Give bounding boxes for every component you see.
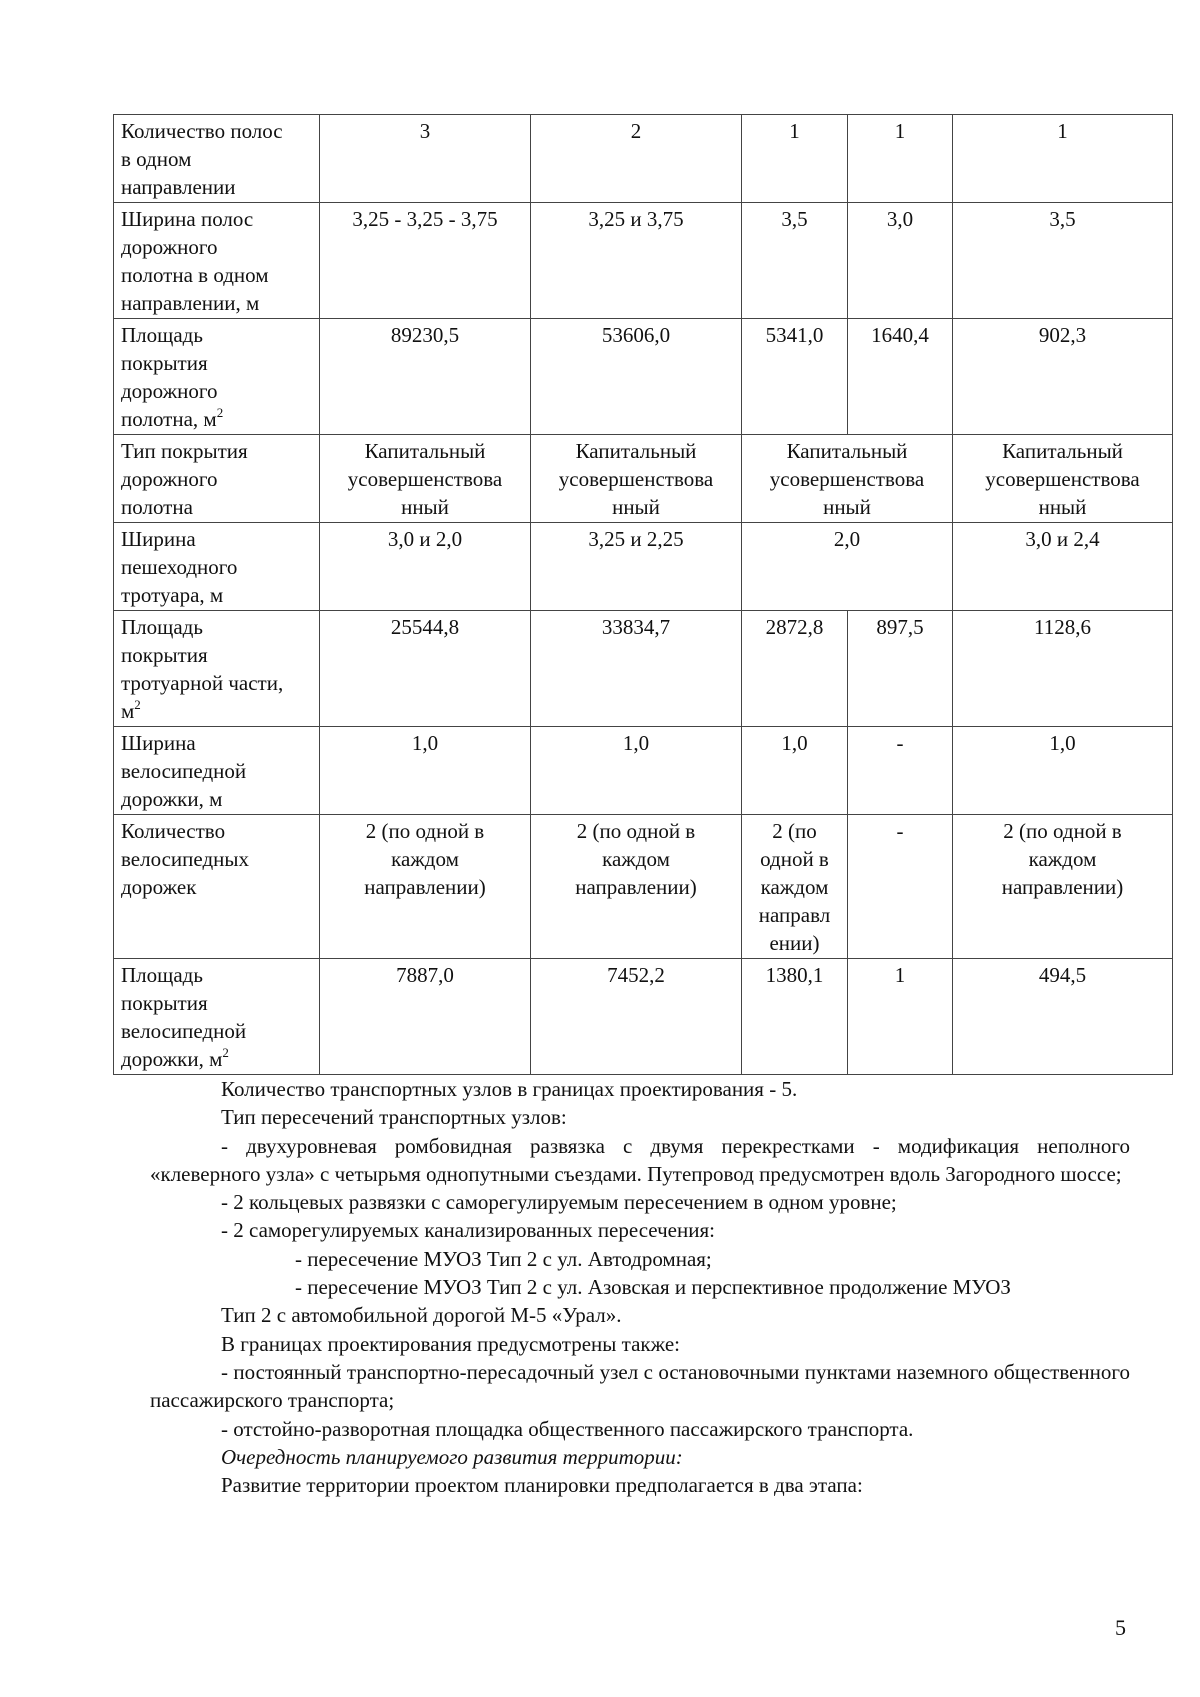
table-cell	[531, 203, 742, 319]
table-cell	[953, 815, 1173, 959]
cell-line: ении)	[769, 931, 820, 955]
table-cell	[742, 523, 953, 611]
cell-line: Капитальный	[786, 439, 908, 463]
table-cell	[320, 959, 531, 1075]
cell-line: направлении, м	[121, 291, 260, 315]
cell-line: 5341,0	[765, 323, 824, 347]
cell-line: усовершенствова	[347, 467, 503, 491]
cell-line: дорожного	[121, 467, 218, 491]
cell-line: дорожки, м	[121, 787, 223, 811]
table-cell	[320, 203, 531, 319]
cell-line: полотна в одном	[121, 263, 269, 287]
cell-line: 53606,0	[601, 323, 671, 347]
cell-line: Площадь	[121, 615, 203, 639]
table-cell	[953, 523, 1173, 611]
cell-line: Капитальный	[1002, 439, 1123, 463]
paragraph: - двухуровневая ромбовидная развязка с двумя перекрестками - модификация неполного «клеверного узла» с четырьмя однопутными съездами. Путепровод предусмотрен вдоль Загородного шоссе;	[150, 1133, 1130, 1186]
row-label	[114, 815, 320, 959]
table-cell	[742, 203, 848, 319]
cell-line: 2 (по одной в	[365, 819, 485, 843]
table-row	[114, 435, 1173, 523]
row-label	[114, 727, 320, 815]
cell-line: нный	[612, 495, 660, 519]
table-row	[114, 611, 1173, 727]
row-label	[114, 435, 320, 523]
cell-line: 1128,6	[1034, 615, 1091, 639]
paragraph: - постоянный транспортно-пересадочный узел с остановочными пунктами наземного общественного пассажирского транспорта;	[150, 1359, 1130, 1413]
cell-line: 3,25 и 3,75	[588, 207, 684, 231]
paragraph: Тип 2 с автомобильной дорогой М-5 «Урал».	[221, 1303, 622, 1328]
table-row	[114, 815, 1173, 959]
row-label	[114, 203, 320, 319]
cell-line: каждом	[391, 847, 459, 871]
superscript: 2	[216, 405, 224, 420]
paragraph: - 2 саморегулируемых канализированных пересечения:	[221, 1218, 715, 1243]
table-cell	[320, 611, 531, 727]
cell-line: 3,5	[781, 207, 808, 231]
cell-line: Капитальный	[364, 439, 486, 463]
table-cell	[320, 319, 531, 435]
cell-line: Площадь	[121, 323, 203, 347]
cell-line: каждом	[602, 847, 670, 871]
cell-line: 1	[894, 963, 906, 987]
table-cell	[531, 435, 742, 523]
table-cell	[531, 815, 742, 959]
table-cell	[742, 959, 848, 1075]
cell-line: 1,0	[411, 731, 439, 755]
cell-line: 1	[789, 119, 800, 143]
row-label	[114, 959, 320, 1075]
table-cell	[742, 815, 848, 959]
cell-line: дорожного	[121, 235, 218, 259]
superscript: 2	[222, 1045, 229, 1060]
cell-line: дорожек	[121, 875, 197, 899]
table-cell	[320, 115, 531, 203]
cell-line: Количество полос	[121, 119, 283, 143]
cell-line: нный	[1038, 495, 1087, 519]
cell-line: в одном	[121, 147, 192, 171]
cell-line: 1,0	[781, 731, 808, 755]
cell-line: 897,5	[876, 615, 924, 639]
table-cell	[531, 727, 742, 815]
cell-line: 2,0	[833, 527, 861, 551]
cell-line: 3,0	[886, 207, 914, 231]
cell-line: Тип покрытия	[121, 439, 248, 463]
table-cell	[953, 611, 1173, 727]
table-cell	[742, 319, 848, 435]
cell-line: Площадь	[121, 963, 203, 987]
cell-line: полотна, м	[121, 407, 217, 431]
table-cell	[742, 727, 848, 815]
cell-line: направлении)	[575, 875, 697, 899]
cell-line: тротуара, м	[121, 583, 224, 607]
table-cell	[848, 203, 953, 319]
table-row	[114, 319, 1173, 435]
cell-line: 3,25 и 2,25	[588, 527, 684, 551]
paragraph: - отстойно-разворотная площадка общественного пассажирского транспорта.	[221, 1416, 914, 1441]
cell-line: 2 (по одной в	[576, 819, 696, 843]
paragraph: Количество транспортных узлов в границах проектирования - 5.	[221, 1077, 798, 1101]
cell-line: Ширина	[121, 527, 196, 551]
cell-line: Количество	[121, 819, 226, 843]
table-cell	[953, 319, 1173, 435]
table-cell	[531, 959, 742, 1075]
table-cell	[320, 727, 531, 815]
cell-line: велосипедных	[121, 847, 249, 871]
section-heading: Очередность планируемого развития территории:	[221, 1444, 683, 1469]
cell-line: нный	[823, 495, 871, 519]
cell-line: одной в	[760, 847, 829, 871]
cell-line: 1,0	[622, 731, 650, 755]
cell-line: 3,25 - 3,25 - 3,75	[352, 207, 498, 231]
page-number: 5	[1115, 1615, 1126, 1640]
cell-line: усовершенствова	[985, 467, 1140, 491]
cell-line: Ширина полос	[121, 207, 254, 231]
row-label	[114, 319, 320, 435]
table-cell	[953, 115, 1173, 203]
cell-line: 33834,7	[601, 615, 671, 639]
table-cell	[531, 523, 742, 611]
cell-line: усовершенствова	[558, 467, 714, 491]
cell-line: каждом	[1028, 847, 1097, 871]
cell-line: дорожного	[121, 379, 218, 403]
table-cell	[848, 959, 953, 1075]
cell-line: 1	[894, 119, 906, 143]
paragraph: Развитие территории проектом планировки предполагается в два этапа:	[221, 1473, 863, 1498]
cell-line: 3,0 и 2,4	[1025, 527, 1100, 551]
table-row	[114, 203, 1173, 319]
table-cell	[953, 959, 1173, 1075]
table-cell	[531, 611, 742, 727]
body-text	[150, 1075, 1130, 1499]
table-cell	[320, 435, 531, 523]
cell-line: 2 (по	[772, 819, 817, 843]
cell-line: 1,0	[1049, 731, 1076, 755]
table-cell	[848, 727, 953, 815]
table-cell	[953, 203, 1173, 319]
table-row	[114, 727, 1173, 815]
paragraph: Тип пересечений транспортных узлов:	[221, 1105, 567, 1130]
cell-line: 2872,8	[765, 615, 824, 639]
cell-line: каждом	[760, 875, 829, 899]
cell-line: 494,5	[1038, 963, 1087, 987]
table-cell	[531, 115, 742, 203]
cell-line: -	[896, 819, 904, 843]
cell-line: Капитальный	[575, 439, 697, 463]
cell-line: покрытия	[121, 351, 208, 375]
table-row	[114, 115, 1173, 203]
table-cell	[320, 815, 531, 959]
table-cell	[953, 435, 1173, 523]
cell-line: 2	[630, 119, 642, 143]
cell-line: 89230,5	[390, 323, 460, 347]
cell-line: пешеходного	[121, 555, 238, 579]
cell-line: велосипедной	[121, 1019, 247, 1043]
parameters-table	[113, 114, 1173, 1075]
row-label	[114, 115, 320, 203]
paragraph: - пересечение МУОЗ Тип 2 с ул. Автодромная;	[295, 1246, 712, 1271]
cell-line: направл	[758, 903, 831, 927]
table-row	[114, 523, 1173, 611]
cell-line: направлении)	[1001, 875, 1124, 899]
cell-line: Ширина	[121, 731, 196, 755]
cell-line: направлении)	[364, 875, 486, 899]
table-cell	[953, 727, 1173, 815]
cell-line: тротуарной части,	[121, 671, 284, 695]
cell-line: 3,5	[1049, 207, 1076, 231]
cell-line: полотна	[121, 495, 193, 519]
cell-line: 1640,4	[871, 323, 929, 347]
cell-line: м	[121, 699, 135, 723]
cell-line: 3	[419, 119, 431, 143]
cell-line: 7887,0	[396, 963, 454, 987]
cell-line: 2 (по одной в	[1003, 819, 1122, 843]
cell-line: нный	[401, 495, 449, 519]
table-cell	[742, 611, 848, 727]
table-cell	[848, 815, 953, 959]
cell-line: усовершенствова	[769, 467, 925, 491]
table-cell	[848, 611, 953, 727]
table-cell	[531, 319, 742, 435]
cell-line: 1380,1	[765, 963, 824, 987]
table-cell	[848, 115, 953, 203]
row-label	[114, 523, 320, 611]
cell-line: велосипедной	[121, 759, 247, 783]
cell-line: 25544,8	[390, 615, 460, 639]
cell-line: 7452,2	[607, 963, 665, 987]
table-cell	[848, 319, 953, 435]
row-label	[114, 611, 320, 727]
cell-line: покрытия	[121, 643, 208, 667]
cell-line: 1	[1057, 119, 1068, 143]
cell-line: дорожки, м	[121, 1047, 223, 1071]
paragraph: - 2 кольцевых развязки с саморегулируемым пересечением в одном уровне;	[221, 1190, 897, 1215]
table-cell	[742, 435, 953, 523]
cell-line: покрытия	[121, 991, 208, 1015]
table-row	[114, 959, 1173, 1075]
cell-line: -	[896, 731, 904, 755]
table-cell	[320, 523, 531, 611]
paragraph: - пересечение МУОЗ Тип 2 с ул. Азовская и перспективное продолжение МУОЗ	[295, 1275, 1011, 1300]
cell-line: 3,0 и 2,0	[387, 527, 463, 551]
cell-line: направлении	[121, 175, 236, 199]
paragraph: В границах проектирования предусмотрены также:	[221, 1331, 680, 1356]
superscript: 2	[134, 697, 141, 712]
table-cell	[742, 115, 848, 203]
cell-line: 902,3	[1038, 323, 1087, 347]
